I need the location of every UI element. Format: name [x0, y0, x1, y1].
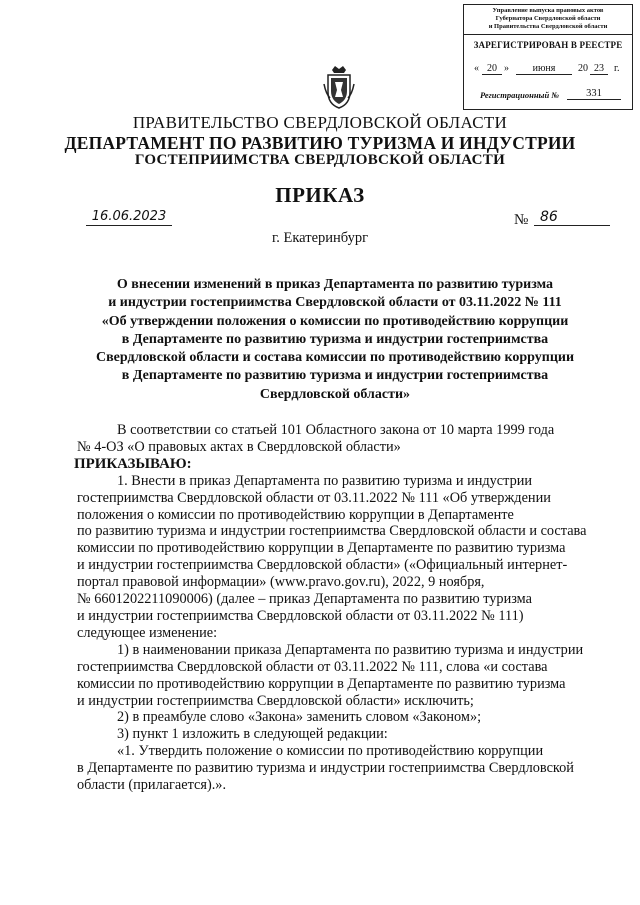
- paragraph-line: гостеприимства Свердловской области от 03.11.2022 № 111 «Об утверждении: [77, 489, 551, 506]
- paragraph-line: 1. Внести в приказ Департамента по развитию туризма и индустрии: [117, 472, 533, 489]
- registration-year: 23: [590, 63, 608, 75]
- registration-number: 331: [567, 88, 621, 100]
- order-subject: О внесении изменений в приказ Департамента по развитию туризма и индустрии гостеприимства Свердловской области от 03.11.2022 № 111 «Об утверждении положения о комиссии по противодействию коррупции в Департаменте по развитию туризма и индустрии гостеприимства Свердловской области и состава комиссии по противодействию коррупции в Департаменте по развитию туризма и индустрии гостеприимства Свердловской области»: [95, 277, 575, 402]
- city: г. Екатеринбург: [271, 230, 369, 246]
- quote-line: в Департаменте по развитию туризма и индустрии гостеприимства Свердловской: [77, 760, 574, 777]
- coat-of-arms-icon: [322, 64, 356, 110]
- order-number-label: №: [514, 212, 529, 228]
- paragraph-line: портал правовой информации» (www.pravo.gov.ru), 2022, 9 ноября,: [77, 574, 485, 591]
- paragraph-line: следующее изменение:: [77, 624, 218, 641]
- preamble-line: № 4-ОЗ «О правовых актах в Свердловской области»: [77, 438, 401, 455]
- paragraph-line: и индустрии гостеприимства Свердловской области от 03.11.2022 № 111): [77, 607, 524, 624]
- paragraph-line: положения о комиссии по противодействию коррупции в Департаменте: [77, 506, 514, 523]
- subitem-line: и индустрии гостеприимства Свердловской области» исключить;: [77, 692, 474, 709]
- quote-line: области (прилагается).».: [77, 777, 227, 794]
- paragraph-line: и индустрии гостеприимства Свердловской области» («Официальный интернет-: [77, 557, 568, 574]
- government-name: ПРАВИТЕЛЬСТВО СВЕРДЛОВСКОЙ ОБЛАСТИ: [132, 113, 508, 132]
- registration-month: июня: [516, 63, 572, 75]
- order-word: ПРИКАЗЫВАЮ:: [74, 455, 192, 472]
- document-type-title: ПРИКАЗ: [275, 183, 365, 207]
- department-name-line2: ГОСТЕПРИИМСТВА СВЕРДЛОВСКОЙ ОБЛАСТИ: [134, 152, 506, 168]
- order-body: [74, 422, 612, 794]
- order-number: 86: [534, 209, 610, 226]
- registration-day: 20: [482, 63, 502, 75]
- subitem-line: 3) пункт 1 изложить в следующей редакции:: [117, 726, 388, 743]
- subitem-line: комиссии по противодействию коррупции в Департаменте по развитию туризма: [77, 675, 566, 692]
- paragraph-line: № 6601202211090006) (далее – приказ Департамента по развитию туризма: [77, 591, 532, 608]
- paragraph-line: комиссии по противодействию коррупции в Департаменте по развитию туризма: [77, 540, 566, 557]
- quote-line: «1. Утвердить положение о комиссии по противодействию коррупции: [117, 743, 544, 760]
- registration-issuer: Управление выпуска правовых актов Губернатора Свердловской области и Правительства Свердловской области: [464, 5, 632, 35]
- paragraph-line: по развитию туризма и индустрии гостеприимства Свердловской области и состава: [77, 523, 587, 540]
- registration-date: « 20 » июня 20 23 г.: [474, 63, 620, 74]
- registration-number-label: Регистрационный №: [480, 90, 560, 100]
- department-name-line1: ДЕПАРТАМЕНТ ПО РАЗВИТИЮ ТУРИЗМА И ИНДУСТРИИ: [64, 133, 576, 153]
- registration-stamp: [463, 4, 633, 110]
- subitem-line: 2) в преамбуле слово «Закона» заменить словом «Законом»;: [117, 709, 482, 726]
- order-date: 16.06.2023: [86, 209, 172, 226]
- subitem-line: 1) в наименовании приказа Департамента по развитию туризма и индустрии: [117, 641, 584, 658]
- subitem-line: гостеприимства Свердловской области от 03.11.2022 № 111, слова «и состава: [77, 658, 548, 675]
- registration-title: ЗАРЕГИСТРИРОВАН В РЕЕСТРЕ: [473, 40, 623, 50]
- preamble-line: В соответствии со статьей 101 Областного закона от 10 марта 1999 года: [117, 422, 555, 438]
